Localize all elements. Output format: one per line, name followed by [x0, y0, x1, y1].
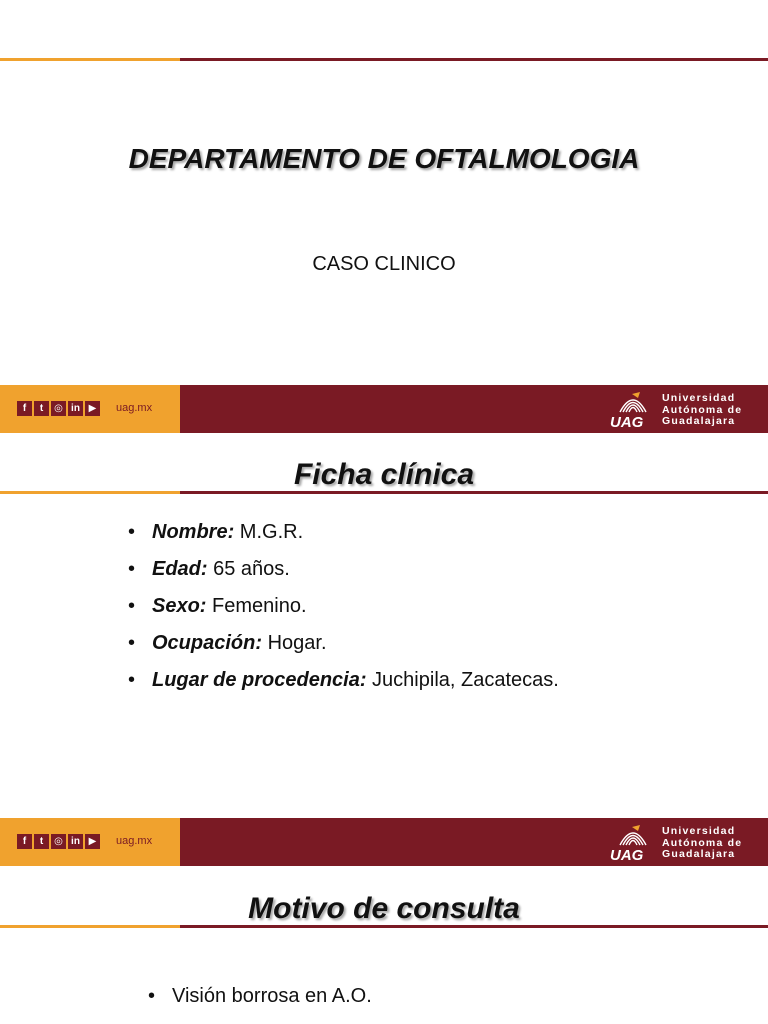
twitter-icon[interactable]: t [34, 834, 49, 849]
site-link[interactable]: uag.mx [116, 402, 153, 414]
social-icons [17, 834, 100, 849]
slide-1-subtitle: CASO CLINICO [312, 253, 456, 275]
list-item: • Nombre: M.G.R. [128, 517, 559, 554]
top-divider [0, 58, 768, 61]
twitter-icon[interactable]: t [34, 401, 49, 416]
university-name: Universidad Autónoma de Guadalajara [662, 825, 743, 860]
instagram-icon[interactable]: ◎ [51, 834, 66, 849]
slide-2-title: Ficha clínica [293, 458, 475, 491]
youtube-icon[interactable]: ▶ [85, 834, 100, 849]
slide-1 [0, 0, 768, 433]
social-icons [17, 401, 100, 416]
slide-3 [0, 867, 768, 1024]
youtube-icon[interactable]: ▶ [85, 401, 100, 416]
facebook-icon[interactable]: f [17, 834, 32, 849]
list-item: • Edad: 65 años. [128, 554, 559, 591]
slide-2 [0, 433, 768, 867]
patient-info-list [128, 517, 559, 702]
consult-reason-list [148, 981, 372, 1018]
top-divider [0, 491, 768, 494]
linkedin-icon[interactable]: in [68, 401, 83, 416]
linkedin-icon[interactable]: in [68, 834, 83, 849]
instagram-icon[interactable]: ◎ [51, 401, 66, 416]
slide-3-title: Motivo de consulta [248, 892, 520, 925]
facebook-icon[interactable]: f [17, 401, 32, 416]
list-item: • Ocupación: Hogar. [128, 628, 559, 665]
slide-1-title: DEPARTAMENTO DE OFTALMOLOGIA [128, 143, 640, 174]
svg-text:UAG: UAG [610, 847, 644, 863]
uag-logo-icon [610, 823, 656, 863]
list-item: • Lugar de procedencia: Juchipila, Zacatecas. [128, 665, 559, 702]
svg-text:UAG: UAG [610, 414, 644, 430]
site-link[interactable]: uag.mx [116, 835, 153, 847]
uag-logo-icon [610, 390, 656, 430]
footer-bar [0, 385, 768, 433]
list-item: • Sexo: Femenino. [128, 591, 559, 628]
footer-bar [0, 818, 768, 866]
list-item: • Visión borrosa en A.O. [148, 981, 372, 1018]
top-divider [0, 925, 768, 928]
university-name: Universidad Autónoma de Guadalajara [662, 392, 743, 427]
